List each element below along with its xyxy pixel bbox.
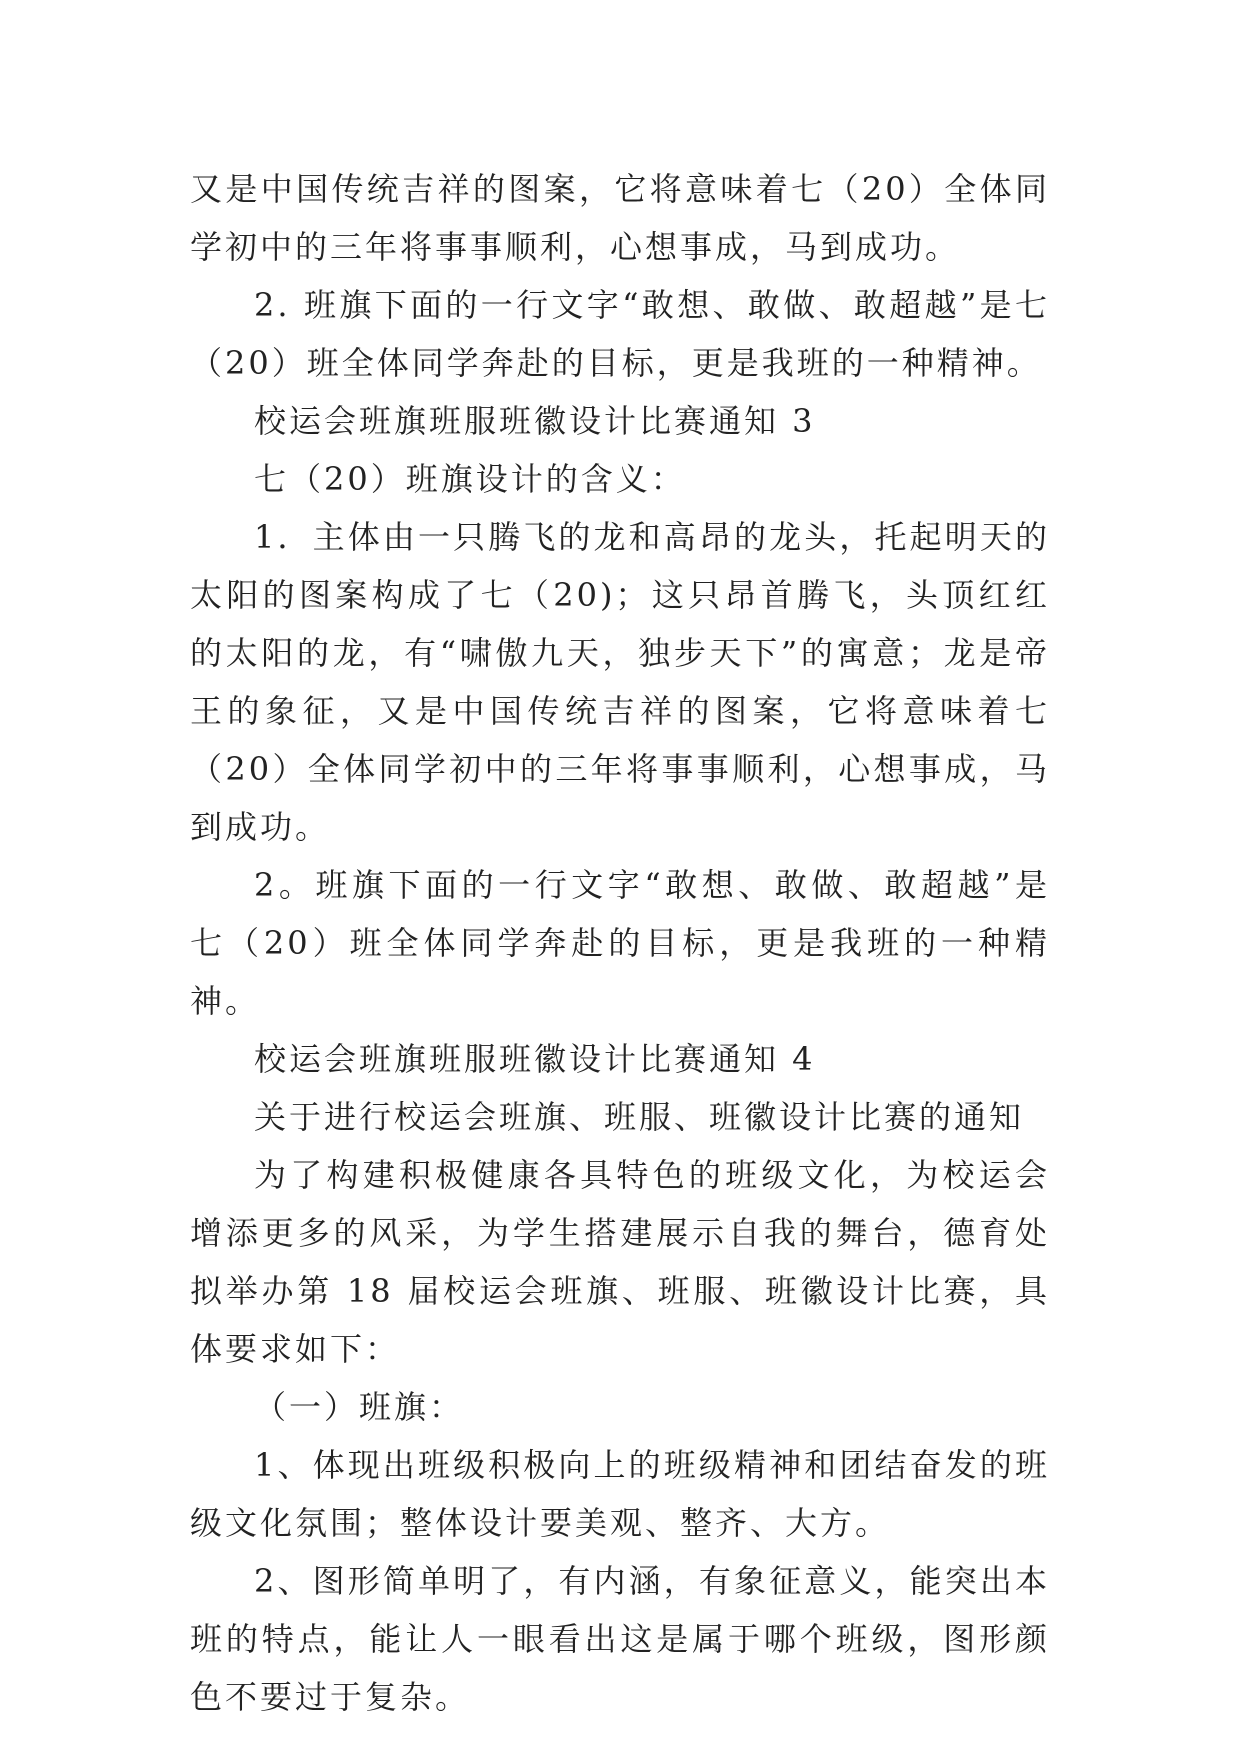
section-heading-3: 校运会班旗班服班徽设计比赛通知 3 [254, 402, 816, 440]
paragraph-2: 2. 班旗下面的一行文字“敢想、敢做、敢超越”是七（20）班全体同学奔赴的目标，更是我班的一种精神。 [190, 286, 1050, 382]
paragraph-6: 2。班旗下面的一行文字“敢想、敢做、敢超越”是七（20）班全体同学奔赴的目标，更是我班的一种精神。 [190, 866, 1050, 1020]
paragraph-9: 为了构建积极健康各具特色的班级文化，为校运会增添更多的风采，为学生搭建展示自我的舞台，德育处拟举办第 18 届校运会班旗、班服、班徽设计比赛，具体要求如下： [190, 1156, 1050, 1368]
paragraph-12: 2、图形简单明了，有内涵，有象征意义，能突出本班的特点，能让人一眼看出这是属于哪个班级，图形颜色不要过于复杂。 [190, 1562, 1050, 1716]
paragraph-4: 七（20）班旗设计的含义： [254, 460, 686, 498]
section-heading-4: 校运会班旗班服班徽设计比赛通知 4 [254, 1040, 816, 1078]
document-body [190, 160, 1050, 1726]
paragraph-5: 1．主体由一只腾飞的龙和高昂的龙头，托起明天的太阳的图案构成了七（20)；这只昂首腾飞，头顶红红的太阳的龙，有“啸傲九天，独步天下”的寓意；龙是帝王的象征，又是中国传统吉祥的图案，它将意味着七（20）全体同学初中的三年将事事顺利，心想事成，马到成功。 [190, 518, 1050, 846]
subheading-flag: （一）班旗： [254, 1388, 465, 1426]
paragraph-11: 1、体现出班级积极向上的班级精神和团结奋发的班级文化氛围；整体设计要美观、整齐、大方。 [190, 1446, 1050, 1542]
notice-title: 关于进行校运会班旗、班服、班徽设计比赛的通知 [254, 1098, 1025, 1136]
paragraph-1: 又是中国传统吉祥的图案，它将意味着七（20）全体同学初中的三年将事事顺利，心想事成，马到成功。 [190, 170, 1050, 266]
